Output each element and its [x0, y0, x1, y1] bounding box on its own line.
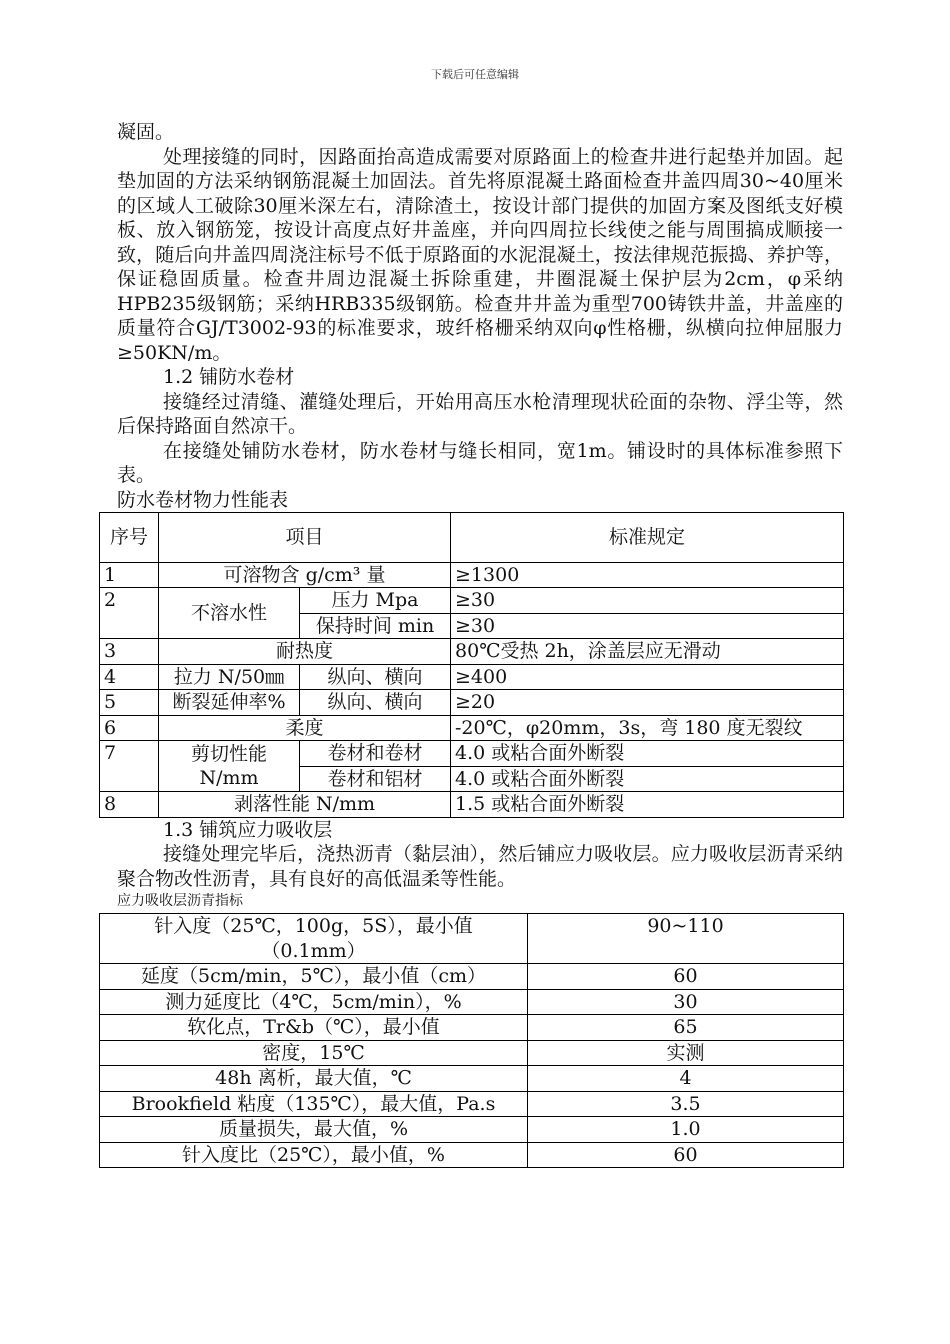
table-row: [100, 1091, 844, 1117]
row-subitem: 卷材和卷材: [300, 741, 451, 767]
row-standard: 4.0 或粘合面外断裂: [451, 766, 844, 792]
row-number: 4: [100, 664, 159, 690]
row-number: 2: [100, 588, 159, 639]
table-row: [100, 914, 844, 964]
index-name: 延度（5cm/min，5℃），最小值（cm）: [100, 964, 528, 990]
row-standard: 4.0 或粘合面外断裂: [451, 741, 844, 767]
table-caption: 防水卷材物力性能表: [117, 488, 289, 511]
paragraph: 接缝处理完毕后，浇热沥青（黏层油），然后铺应力吸收层。应力吸收层沥青采纳聚合物改性沥青，具有良好的高低温柔等性能。: [117, 843, 843, 890]
index-name: 48h 离析，最大值，℃: [100, 1066, 528, 1092]
row-subitem: 纵向、横向: [300, 664, 451, 690]
index-value: 4: [528, 1066, 844, 1092]
table-row: [100, 792, 844, 818]
row-standard: 1.5 或粘合面外断裂: [451, 792, 844, 818]
row-number: 1: [100, 562, 159, 588]
index-value: 实测: [528, 1040, 844, 1066]
index-value: 3.5: [528, 1091, 844, 1117]
paragraph: 凝固。: [117, 121, 175, 143]
row-item: 剪切性能 N/mm: [159, 741, 300, 792]
table-row: [100, 989, 844, 1015]
row-number: 3: [100, 639, 159, 665]
paragraph: 在接缝处铺防水卷材，防水卷材与缝长相同，宽1m。铺设时的具体标准参照下表。: [117, 439, 843, 486]
index-name: 测力延度比（4℃，5cm/min），%: [100, 989, 528, 1015]
index-value: 65: [528, 1015, 844, 1041]
table-row: [100, 562, 844, 588]
table-row: [100, 588, 844, 614]
paragraph: 接缝经过清缝、灌缝处理后，开始用高压水枪清理现状砼面的杂物、浮尘等，然后保持路面自然凉干。: [117, 390, 843, 437]
row-subitem: 保持时间 min: [300, 613, 451, 639]
row-standard: ≥20: [451, 690, 844, 716]
index-value: 60: [528, 1142, 844, 1168]
index-value: 30: [528, 989, 844, 1015]
table-header-row: [100, 512, 844, 562]
row-item: 断裂延伸率%: [159, 690, 300, 716]
table-row: [100, 715, 844, 741]
table-row: [100, 639, 844, 665]
table-row: [100, 1015, 844, 1041]
index-value: 1.0: [528, 1117, 844, 1143]
table-row: [100, 1040, 844, 1066]
index-name: 软化点，Tr&b（℃），最小值: [100, 1015, 528, 1041]
row-number: 6: [100, 715, 159, 741]
row-item: 拉力 N/50㎜: [159, 664, 300, 690]
document-body: [104, 120, 843, 1168]
row-number: 5: [100, 690, 159, 716]
row-subitem: 卷材和铝材: [300, 766, 451, 792]
section-heading: 1.2 铺防水卷材: [163, 366, 295, 388]
row-number: 8: [100, 792, 159, 818]
table-row: [100, 1117, 844, 1143]
index-value: 90~110: [528, 914, 844, 964]
table-row: [100, 964, 844, 990]
table-row: [100, 741, 844, 767]
asphalt-index-table: [99, 913, 844, 1168]
page-header: 下载后可任意编辑: [431, 68, 519, 81]
table-row: [100, 1142, 844, 1168]
index-name: 质量损失，最大值，%: [100, 1117, 528, 1143]
row-subitem: 压力 Mpa: [300, 588, 451, 614]
waterproof-membrane-table: [99, 512, 844, 818]
paragraph: 处理接缝的同时，因路面抬高造成需要对原路面上的检查井进行起垫并加固。起垫加固的方法采纳钢筋混凝土加固法。首先将原混凝土路面检查井盖四周30~40厘米的区域人工破除30厘米深左右，清除渣土，按设计部门提供的加固方案及图纸支好模板、放入钢筋笼，按设计高度点好井盖座，并向四周拉长线使之能与周围搞成顺接一致，随后向井盖四周浇注标号不低于原路面的水泥混凝土，按法律规范振捣、养护等，保证稳固质量。检查井周边混凝土拆除重建，井圈混凝土保护层为2cm，φ采纳HPB235级钢筋；采纳HRB335级钢筋。检查井井盖为重型700铸铁井盖，井盖座的质量符合GJ/T3002-93的标准要求，玻纤格栅采纳双向φ性格栅，纵横向拉伸屈服力≥50KN/m。: [117, 145, 843, 364]
row-item: 可溶物含 g/cm³ 量: [159, 562, 451, 588]
row-number: 7: [100, 741, 159, 792]
row-item: 耐热度: [159, 639, 451, 665]
row-item: 柔度: [159, 715, 451, 741]
header-standard: 标准规定: [451, 512, 844, 562]
row-standard: -20℃，φ20mm，3s，弯 180 度无裂纹: [451, 715, 844, 741]
row-standard: ≥30: [451, 588, 844, 614]
table-row: [100, 664, 844, 690]
table-caption: 应力吸收层沥青指标: [117, 893, 243, 909]
index-name: 针入度比（25℃），最小值，%: [100, 1142, 528, 1168]
row-standard: ≥30: [451, 613, 844, 639]
index-value: 60: [528, 964, 844, 990]
header-seq: 序号: [100, 512, 159, 562]
row-item: 不溶水性: [159, 588, 300, 639]
row-standard: ≥1300: [451, 562, 844, 588]
index-name: Brookfield 粘度（135℃），最大值，Pa.s: [100, 1091, 528, 1117]
row-standard: ≥400: [451, 664, 844, 690]
row-subitem: 纵向、横向: [300, 690, 451, 716]
row-item: 剥落性能 N/mm: [159, 792, 451, 818]
row-standard: 80℃受热 2h，涂盖层应无滑动: [451, 639, 844, 665]
index-name: 密度，15℃: [100, 1040, 528, 1066]
table-row: [100, 1066, 844, 1092]
header-item: 项目: [159, 512, 451, 562]
section-heading: 1.3 铺筑应力吸收层: [163, 818, 333, 841]
table-row: [100, 690, 844, 716]
index-name: 针入度（25℃，100g，5S），最小值（0.1mm）: [100, 914, 528, 964]
